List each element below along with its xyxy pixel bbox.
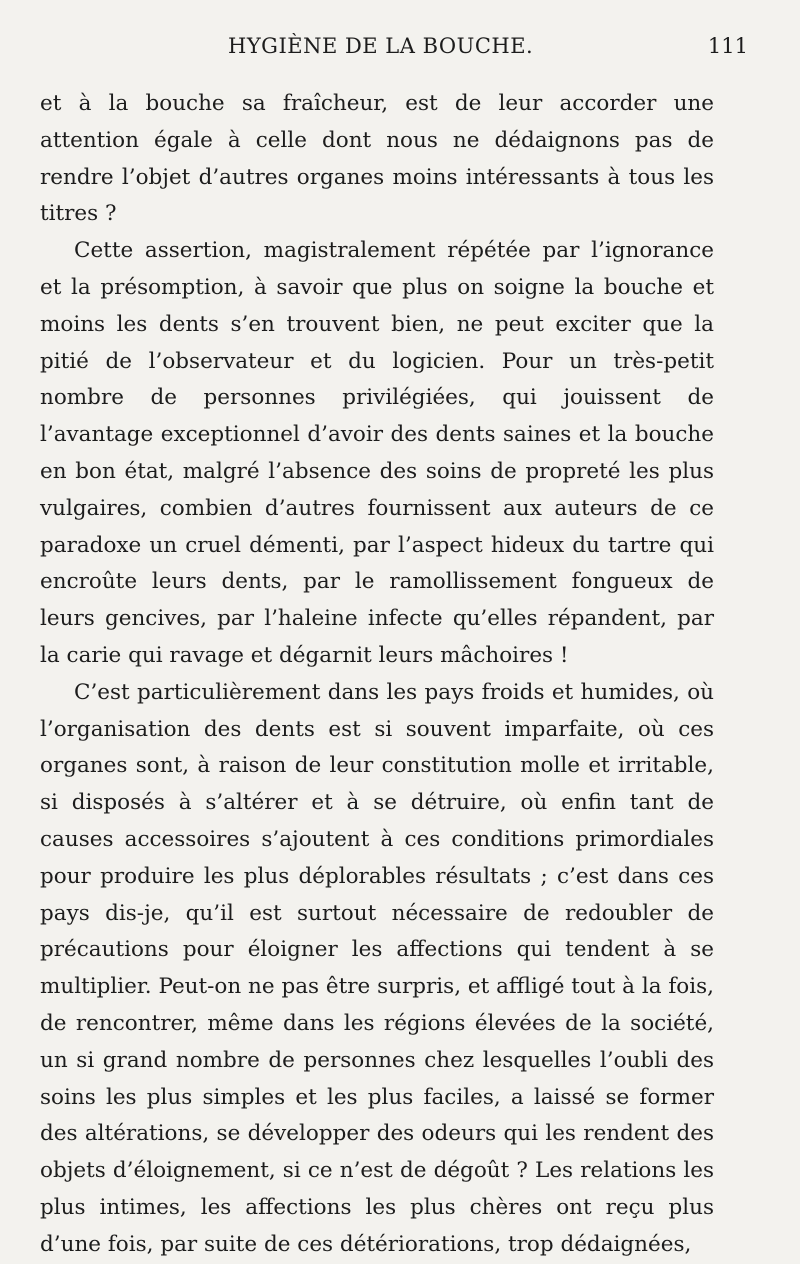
page-number: 111: [707, 34, 748, 58]
body-text: [40, 86, 714, 1264]
running-title: HYGIÈNE DE LA BOUCHE.: [228, 34, 534, 58]
paragraph: C’est particulièrement dans les pays froids et humides, où l’organisation des dents est si souvent imparfaite, où ces organes sont, à raison de leur constitution molle et irritable, si disposés à s’altérer et à se détruire, où enfin tant de causes accessoires s’ajoutent à ces conditions primordiales pour produire les plus déplorables résultats ; c’est dans ces pays dis-je, qu’il est surtout nécessaire de redoubler de précautions pour éloigner les affections qui tendent à se multiplier. Peut-on ne pas être surpris, et affligé tout à la fois, de rencontrer, même dans les régions élevées de la société, un si grand nombre de personnes chez lesquelles l’oubli des soins les plus simples et les plus faciles, a laissé se former des altérations, se développer des odeurs qui les rendent des objets d’éloignement, si ce n’est de dégoût ? Les relations les plus intimes, les affections les plus chères ont reçu plus d’une fois, par suite de ces détériorations, trop dédaignées,: [40, 679, 714, 1257]
paragraph: Cette assertion, magistralement répétée par l’ignorance et la présomption, à savoir que plus on soigne la bouche et moins les dents s’en trouvent bien, ne peut exciter que la pitié de l’observateur et du logicien. Pour un très-petit nombre de personnes privilégiées, qui jouissent de l’avantage exceptionnel d’avoir des dents saines et la bouche en bon état, malgré l’absence des soins de propreté les plus vulgaires, combien d’autres fournissent aux auteurs de ce paradoxe un cruel démenti, par l’aspect hideux du tartre qui encroûte leurs dents, par le ramollissement fongueux de leurs gencives, par l’haleine infecte qu’elles répandent, par la carie qui ravage et dégarnit leurs mâchoires !: [40, 238, 714, 668]
paragraph-continuation: et à la bouche sa fraîcheur, est de leur accorder une attention égale à celle dont nous ne dédaignons pas de rendre l’objet d’autres organes moins intéressants à tous les titres ?: [40, 91, 714, 227]
page-header: [40, 28, 748, 68]
